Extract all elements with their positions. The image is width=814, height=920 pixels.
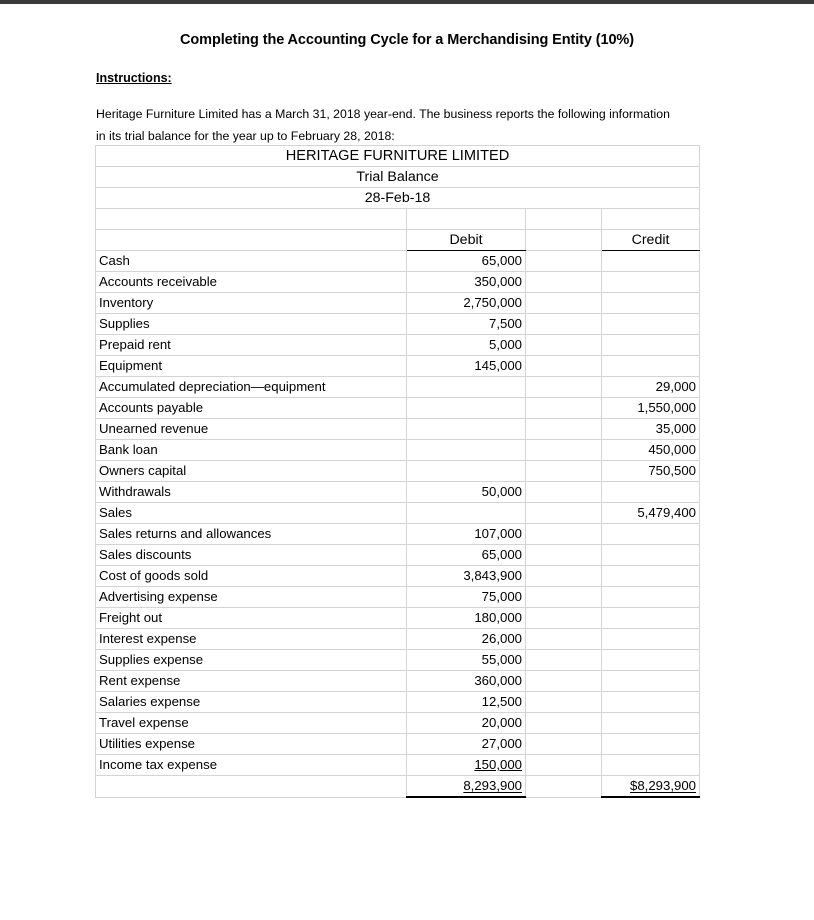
- cell-debit: 360,000: [407, 671, 526, 692]
- table-row: [96, 545, 700, 566]
- cell-debit: 2,750,000: [407, 293, 526, 314]
- cell-middle: [526, 272, 602, 293]
- cell-credit: [602, 629, 700, 650]
- cell-account: Cash: [96, 251, 407, 272]
- table-row: [96, 314, 700, 335]
- document-page: [0, 4, 814, 793]
- cell-middle: [526, 566, 602, 587]
- cell-debit: [407, 461, 526, 482]
- column-header-account: [96, 230, 407, 251]
- cell-debit: 12,500: [407, 692, 526, 713]
- cell-debit: [407, 503, 526, 524]
- cell-account: Sales: [96, 503, 407, 524]
- cell-middle: [526, 545, 602, 566]
- statement-date-cell: 28-Feb-18: [96, 188, 700, 209]
- cell-middle: [526, 482, 602, 503]
- cell-credit: [602, 671, 700, 692]
- cell-account: Rent expense: [96, 671, 407, 692]
- cell-credit: 1,550,000: [602, 398, 700, 419]
- totals-debit-value: 8,293,900: [463, 778, 522, 793]
- cell-account: Sales discounts: [96, 545, 407, 566]
- table-row: [96, 671, 700, 692]
- cell-debit: 75,000: [407, 587, 526, 608]
- cell-middle: [526, 755, 602, 776]
- cell-middle: [526, 293, 602, 314]
- cell-middle: [526, 671, 602, 692]
- page-title: Completing the Accounting Cycle for a Merchandising Entity (10%): [180, 32, 634, 48]
- cell-account: Advertising expense: [96, 587, 407, 608]
- cell-account: Accumulated depreciation—equipment: [96, 377, 407, 398]
- cell-credit: [602, 293, 700, 314]
- cell-debit: 145,000: [407, 356, 526, 377]
- spacer-cell-debit: [407, 209, 526, 230]
- table-row: [96, 335, 700, 356]
- column-header-row: [96, 230, 700, 251]
- cell-debit: 65,000: [407, 251, 526, 272]
- spacer-row: [96, 209, 700, 230]
- table-row: [96, 566, 700, 587]
- cell-middle: [526, 377, 602, 398]
- cell-debit: 50,000: [407, 482, 526, 503]
- cell-middle: [526, 713, 602, 734]
- cell-credit: 35,000: [602, 419, 700, 440]
- cell-account: Utilities expense: [96, 734, 407, 755]
- cell-credit: 29,000: [602, 377, 700, 398]
- cell-middle: [526, 608, 602, 629]
- cell-middle: [526, 356, 602, 377]
- spacer-cell-account: [96, 209, 407, 230]
- table-row: [96, 692, 700, 713]
- table-row: [96, 755, 700, 776]
- cell-middle: [526, 650, 602, 671]
- cell-credit: 750,500: [602, 461, 700, 482]
- cell-account: Equipment: [96, 356, 407, 377]
- table-row: [96, 713, 700, 734]
- cell-account: Supplies expense: [96, 650, 407, 671]
- cell-middle: [526, 419, 602, 440]
- cell-debit: 5,000: [407, 335, 526, 356]
- cell-credit: [602, 692, 700, 713]
- cell-account: Inventory: [96, 293, 407, 314]
- cell-credit: [602, 713, 700, 734]
- cell-debit: [407, 398, 526, 419]
- cell-debit: [407, 440, 526, 461]
- cell-credit: [602, 587, 700, 608]
- cell-account: Interest expense: [96, 629, 407, 650]
- table-row: [96, 377, 700, 398]
- cell-debit: [407, 377, 526, 398]
- table-row: [96, 482, 700, 503]
- table-row: [96, 251, 700, 272]
- table-row: [96, 356, 700, 377]
- column-header-debit: Debit: [407, 230, 526, 251]
- table-row: [96, 650, 700, 671]
- cell-credit: [602, 650, 700, 671]
- table-row: [96, 461, 700, 482]
- table-row: [96, 587, 700, 608]
- statement-name-cell: Trial Balance: [96, 167, 700, 188]
- cell-middle: [526, 461, 602, 482]
- cell-credit: [602, 566, 700, 587]
- cell-credit: [602, 734, 700, 755]
- cell-credit: [602, 608, 700, 629]
- table-totals-row: [96, 776, 700, 798]
- cell-account: Prepaid rent: [96, 335, 407, 356]
- cell-account: Owners capital: [96, 461, 407, 482]
- totals-cell-account: [96, 776, 407, 798]
- table-row: [96, 734, 700, 755]
- cell-credit: [602, 482, 700, 503]
- trial-balance-table: [95, 145, 700, 798]
- cell-account: Supplies: [96, 314, 407, 335]
- cell-debit: 150,000: [407, 755, 526, 776]
- cell-middle: [526, 335, 602, 356]
- instructions-paragraph: Heritage Furniture Limited has a March 31, 2018 year-end. The business reports the following information in its trial balance for the year up to February 28, 2018:: [96, 107, 670, 143]
- cell-account: Accounts receivable: [96, 272, 407, 293]
- instructions-heading: Instructions:: [96, 71, 172, 86]
- trial-balance-table-wrapper: [95, 145, 699, 798]
- cell-debit: 55,000: [407, 650, 526, 671]
- totals-cell-debit: [407, 776, 526, 798]
- table-title-row-statement: [96, 167, 700, 188]
- cell-account: Bank loan: [96, 440, 407, 461]
- cell-debit: 7,500: [407, 314, 526, 335]
- table-title-row-date: [96, 188, 700, 209]
- cell-debit: 180,000: [407, 608, 526, 629]
- spacer-cell-middle: [526, 209, 602, 230]
- cell-credit: [602, 524, 700, 545]
- table-row: [96, 272, 700, 293]
- cell-credit: [602, 314, 700, 335]
- cell-account: Sales returns and allowances: [96, 524, 407, 545]
- table-row: [96, 293, 700, 314]
- company-name-cell: HERITAGE FURNITURE LIMITED: [96, 146, 700, 167]
- cell-middle: [526, 734, 602, 755]
- table-row: [96, 440, 700, 461]
- cell-debit: 350,000: [407, 272, 526, 293]
- table-row: [96, 398, 700, 419]
- cell-debit: 3,843,900: [407, 566, 526, 587]
- totals-cell-credit: [602, 776, 700, 798]
- cell-middle: [526, 503, 602, 524]
- cell-credit: 450,000: [602, 440, 700, 461]
- column-header-credit: Credit: [602, 230, 700, 251]
- cell-middle: [526, 524, 602, 545]
- cell-debit: 20,000: [407, 713, 526, 734]
- cell-middle: [526, 314, 602, 335]
- totals-cell-middle: [526, 776, 602, 798]
- cell-credit: [602, 356, 700, 377]
- cell-middle: [526, 251, 602, 272]
- table-row: [96, 503, 700, 524]
- cell-middle: [526, 629, 602, 650]
- cell-account: Travel expense: [96, 713, 407, 734]
- cell-account: Freight out: [96, 608, 407, 629]
- cell-credit: [602, 335, 700, 356]
- table-row: [96, 524, 700, 545]
- cell-credit: [602, 755, 700, 776]
- column-header-middle: [526, 230, 602, 251]
- cell-account: Unearned revenue: [96, 419, 407, 440]
- cell-account: Withdrawals: [96, 482, 407, 503]
- cell-credit: 5,479,400: [602, 503, 700, 524]
- cell-debit: [407, 419, 526, 440]
- table-title-row-company: [96, 146, 700, 167]
- cell-account: Accounts payable: [96, 398, 407, 419]
- cell-middle: [526, 587, 602, 608]
- cell-debit: 65,000: [407, 545, 526, 566]
- table-row: [96, 419, 700, 440]
- cell-credit: [602, 272, 700, 293]
- cell-debit: 26,000: [407, 629, 526, 650]
- table-row: [96, 608, 700, 629]
- cell-account: Cost of goods sold: [96, 566, 407, 587]
- cell-account: Income tax expense: [96, 755, 407, 776]
- cell-credit: [602, 251, 700, 272]
- table-row: [96, 629, 700, 650]
- cell-debit: 27,000: [407, 734, 526, 755]
- cell-middle: [526, 692, 602, 713]
- cell-credit: [602, 545, 700, 566]
- cell-account: Salaries expense: [96, 692, 407, 713]
- spacer-cell-credit: [602, 209, 700, 230]
- cell-middle: [526, 398, 602, 419]
- totals-credit-value: $8,293,900: [630, 778, 697, 793]
- cell-debit: 107,000: [407, 524, 526, 545]
- cell-middle: [526, 440, 602, 461]
